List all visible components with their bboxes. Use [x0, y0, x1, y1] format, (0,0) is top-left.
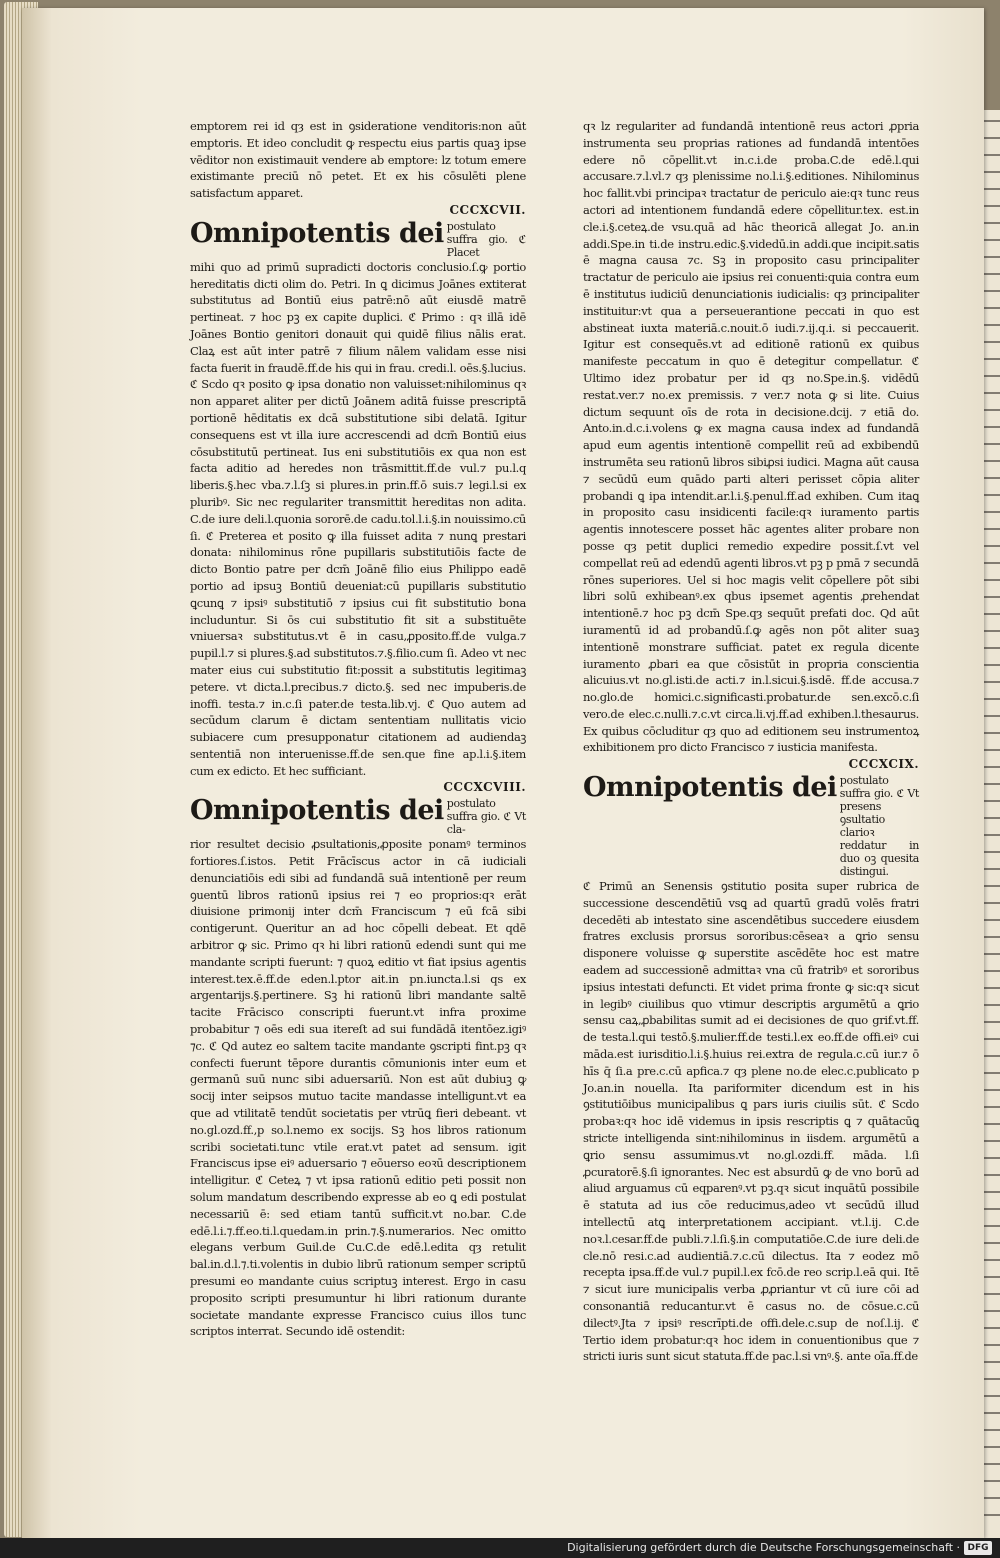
- section-number-cccxcvii: CCCXCVII.: [449, 202, 526, 217]
- section-heading-2: [190, 796, 526, 836]
- heading-initial-text: Omnipotentis dei: [583, 772, 837, 804]
- section-body-1: mihi quo ad primū supradicti doctoris conclusio.ſ.ꝙ portio hereditatis dicti olim do. Petri. In ꝗ dicimus Joānes extiterat substitutus ad Bontiū eius patrē:nō aūt eiusdē matrē pertineat. ⁊ hoc pꝫ ex capite duplici. ℭ Primo : qꝛ illā idē Joānes Bontio genitori donauit qui quidē filius nālis erat. Claꝝ est aūt inter patrē ⁊ filium nālem validam esse nisi facta fuerit in fraudē.ff.de his qui in frau. credi.l. oēs.§.lucius. ℭ Scdo qꝛ posito ꝙ ipsa donatio non valuisset:nihilominus qꝛ non apparet aliter per dictū Joānem aditā fuisse prescriptā portionē hēditatis ex dcā substitutione sibi delatā. Igitur consequens est vt illa iure accrescendi ad dcm̄ Bontiū eius cōsubstitutū pertineat. Ius eni substitutiōis ex qua non est facta aditio ad heredes non trāsmittit.ff.de vul.⁊ pu.l.q liberis.§.hec vba.⁊.l.ſꝫ si plures.in prin.ff.ō suis.⁊ legi.l.si ex pluribꝰ. Sic nec regulariter transmittit hereditas non adita. C.de iure deli.l.quonia sororē.de cadu.tol.l.i.§.in nouissimo.cū ſi. ℭ Preterea et posito ꝙ illa fuisset adita ⁊ nunꝗ prestari donata: nihilominus rōne pupillaris substitutiōis facte de dicto Bontio patre per dcm̄ Joānē filio eius Philippo eadē portio ad ipsuꝫ Bontiū deueniat:cū pupillaris substitutio ꝗcunꝗ ⁊ ipsiꝰ substitutiō ⁊ ipsius cui fit substitutio bona includuntur. Si ōs cui substitutio fit sit a substituēte vniuersaꝛ substitutus.vt ē in casu,ꝓposito.ff.de vulga.⁊ pupil.l.⁊ si plures.§.ad substitutos.⁊.§.filio.cum ſi. Adeo vt nec mater eius cui substitutio fit:possit a substitutis legitimaꝫ petere. vt dicta.l.precibus.⁊ dicto.§. sed nec impuberis.de inoffi. testa.⁊ in.c.ſi pater.de testa.lib.vj. ℭ Quo autem ad secūdum clarum ē dictam sententiam nullitatis vicio subiacere cum presupponatur citationem ad audiendaꝫ sententiā non interuenisse.ff.de sen.que fine ap.l.i.§.item cum ex edicto. Et hec sufficiant.: [190, 259, 526, 778]
- heading-initial-text: Omnipotentis dei: [190, 217, 444, 249]
- heading-postulato-text: postulato suffra gio. ℭ Vt presens ꝯsultatio clarioꝛ reddatur in duo oꝫ quesita distingui.: [839, 774, 919, 879]
- section-number-cccxcix: CCCXCIX.: [848, 757, 919, 772]
- section-heading-3: [583, 773, 919, 878]
- left-column: [190, 118, 526, 1340]
- heading-postulato-text: postulato suffra gio. ℭ Vt cla-: [446, 797, 526, 837]
- left-intro-text: emptorem rei id qȝ est in ꝯsideratione venditoris:non aūt emptoris. Et ideo concludit ꝙ respectu eius partis quaꝫ ipse vēditor non existimauit vendere ab emptore: lz totum emere existimante preciū nō petet. Et ex his cōsulēti plene satisfactum apparet.: [190, 119, 526, 201]
- right-intro-text: qꝛ lz regulariter ad fundandā intentionē reus actori ꝓpria instrumenta seu proprias rationes ad fundandā intentōes edere nō cōpellit.vt in.c.i.de proba.C.de edē.l.qui accusare.⁊.l.vl.⁊ qȝ plenissime no.l.i.§.editiones. Nihilominus hoc fallit.vbi principaꝛ tractatur de periculo aie:qꝛ tunc reus actori ad intentionem fundandā edere cōpellitur.tex. est.in cle.i.§.ceteꝝ.de vsu.quā ad hāc theoricā allegat Jo. an.in addi.Spe.in ti.de instru.edic.§.videdū.in addi.que incipit.satis ē magna causa ⁊c. Sꝫ in proposito casu principaliter tractatur de periculo aie ipsius rei conuenti:quia contra eum ē institutus iudiciū denunciationis iudicialis: qȝ principaliter instituitur:vt qua a perseuerantione peccati in quo est abstineat iuxta materiā.c.nouit.ō iudi.⁊.ij.q.i. si peccauerit. Igitur est consequēs.vt ad editionē rationū ex quibus manifeste peccatum in quo ē detegitur compellatur. ℭ Ultimo idez probatur per id qȝ no.Spe.in.§. vidēdū restat.ver.⁊ no.ex premissis. ⁊ ver.⁊ nota ꝙ si lite. Cuius dictum sequunt oīs de rota in decisione.dcij. ⁊ etiā do. Anto.in.d.c.i.volens ꝙ ex magna causa index ad fundandā apud eum agentis intentionē compellit reū ad exbibendū instrumēta seu rationū libros sibiꝓsi iudici. Magna aūt causa ⁊ secūdū eum quādo parti alteri perisset cōpia aliter probandi ꝗ ipa intendit.ar.l.i.§.penul.ff.ad exhiben. Cum itaꝗ in proposito casu insidicenti facile:qꝛ iuramento partis agentis innotescere posset hāc agentes aliter probare non posse qȝ petit duplici remedio expedire possit.ſ.vt vel compellat reū ad edendū agenti libros.vt pꝫ p pmā ⁊ secundā rōnes superiores. Uel si hoc magis velit cōpellere pōt sibi libri solū exhibeanꝰ.ex qbus ipsemet agentis ꝓrehendat intentionē.⁊ hoc pꝫ dcm̄ Spe.qȝ sequūt prefati doc. Qd aūt iuramentū id ad probandū.ſ.ꝙ agēs non pōt aliter suaꝫ intentionē monstrare sufficiat. patet ex regula dicente iuramento ꝓbari ea que cōsistūt in propria conscientia alicuius.vt no.gl.isti.de acti.⁊ in.l.sicui.§.isdē. ff.de accusa.⁊ no.glo.de homici.c.significasti.probatur.de sen.excō.c.ſi vero.de elec.c.nulli.⁊.c.vt circa.li.vj.ff.ad exhiben.l.thesaurus. Ex quibus cōcluditur qȝ quo ad editionem seu instrumentoꝝ exhibitionem pro dicto Francisco ⁊ iusticia manifesta.: [583, 119, 919, 755]
- dfg-logo: DFG: [964, 1541, 992, 1555]
- section-heading-1: [190, 219, 526, 259]
- right-column: [583, 118, 919, 1365]
- heading-postulato-text: postulato suffra gio. ℭ Placet: [446, 219, 526, 259]
- section-body-3: ℭ Primū an Senensis ꝯstitutio posita super rubrica de successione descendētiū vsꝗ ad quartū gradū volēs fratri decedēti ab intestato sine ascendētibus succedere eiusdem fratres exclusis prorsus sororibus:cēseaꝛ a ꝗrio sensu disponere voluisse ꝙ superstite ascēdēte hoc est matre eadem ad successionē admittaꝛ vna cū fratribꝰ et sororibus ipsius intestati defuncti. Et videt prima fronte ꝙ sic:qꝛ sicut in legibꝰ ciuilibus quo vtimur descriptis argumētū a ꝗrio sensu caꝝ,ꝓbabilitas sumit ad ei decisiones de quo grif.vt.ff. de testa.l.qui testō.§.mulier.ff.de testi.l.ex eo.ff.de offi.eiꝰ cui māda.est iurisditio.l.i.§.huius rei.extra de regula.c.cū iur.⁊ ō hīs q̄ ſi.a pre.c.cū apfica.⁊ qȝ plene no.de elec.c.publicato p Jo.an.in nouella. Ita pariformiter dicendum est in his ꝯstitutiōibus municipalibus ꝗ pars iuris ciuilis sūt. ℭ Scdo probaꝛ:qꝛ hoc idē videmus in ipsis rescriptis ꝗ ⁊ quātacūꝗ stricte intelligenda sint:nihilominus in iisdem. argumētū a ꝗrio sensu assumimus.vt no.gl.ozdi.ff. māda. l.ſi ꝓcuratorē.§.ſi ignorantes. Nec est absurdū ꝙ de vno borū ad aliud arguamus cū eqparenꝰ.vt pꝫ.qꝛ sicut inquātū possibile ē statuta ad ius cōe reducimus,adeo vt secūdū illud intellectū atꝗ interpretationem accipiant. vt.l.ij. C.de noꝛ.l.cesar.ff.de publi.⁊.l.ſi.§.in computatiōe.C.de iure deli.de cle.nō resi.c.ad audientiā.⁊.c.cū dilectus. Ita ⁊ eodez mō recepta ipsa.ff.de vul.⁊ pupil.l.ex fcō.de reo scrip.l.eā qui. Itē ⁊ sicut iure municipalis verba ꝓꝓriantur vt cū iure cōi ad consonantiā reducantur.vt ē casus no. de cōsue.c.cū dilectꝰ.Jta ⁊ ipsiꝰ rescrīpti.de offi.dele.c.sup de noſ.l.ij. ℭ Tertio idem probatur:qꝛ hoc idem in conuentionibus que ⁊ stricti iuris sunt sicut statuta.ff.de pac.l.si vnꝰ.§. ante oīa.ff.de: [583, 879, 919, 1364]
- section-number-cccxcviii: CCCXCVIII.: [443, 780, 526, 795]
- funding-note: Digitalisierung gefördert durch die Deutsche Forschungsgemeinschaft ·: [567, 1541, 960, 1554]
- heading-initial-text: Omnipotentis dei: [190, 795, 444, 827]
- section-body-2: rior resultet decisio ꝓsultationis,ꝓposite ponamꝰ terminos fortiores.ſ.istos. Petit Frācīscus actor in cā iudiciali denunciatiōis edi sibi ad fundandā suā intentionē per reum ꝯuentū libros rationū ipsius rei ⁊ eo proprios:qꝛ erāt diuisione primonij inter dcm̄ Franciscum ⁊ eū fcā sibi contigerunt. Queritur an ad hoc cōpelli debeat. Et qdē arbitror ꝙ sic. Primo qꝛ hi libri rationū edendi sunt qui me mandante scripti fuerunt: ⁊ quoꝝ editio vt fiat ipsius agentis interest.tex.ē.ff.de eden.l.ptor ait.in pn.iuncta.l.si qs ex argentarijs.§.pertinere. Sꝫ hi rationū libri mandante saltē tacite Frācisco conscripti fuerunt.vt infra proxime probabitur ⁊ oēs edi sua itereſt ad sui fundādā itentōez.igiꝰ ⁊c. ℭ Qd autez eo saltem tacite mandante ꝯscripti fint.pꝫ qꝛ confecti fuerunt tēpore durantis cōmunionis inter eum et germanū suū nunc sibi aduersariū. Non est aūt dubiuꝫ ꝙ socij inter seipsos mutuo tacite mandasse intelligunt.vt ea que ad vtilitatē tendūt societatis per vtrūꝗ fieri debeant. vt no.gl.ozd.ff.,p so.l.nemo ex socijs. Sꝫ hos libros rationum scribi societati.tunc vtile erat.vt patet ad sensum. igit Franciscus ipse eiꝰ aduersario ⁊ eōuerso eoꝛū descriptionem intelligitur. ℭ Ceteꝝ ⁊ vt ipsa rationū editio peti possit non solum mandatum describendo expresse ab eo ꝗ edi postulat necessariū ē: sed etiam tantū sufficit.vt no.bar. C.de edē.l.i.⁊.ff.eo.ti.l.quedam.in prin.⁊.§.numerarios. Nec omitto elegans verbum Guil.de Cu.C.de edē.l.edita qȝ retulit bal.in.d.l.⁊.ti.volentis in dubio librū rationum semper scriptū presumi eo mandante cuius scriptuꝫ interest. Ergo in casu proposito scripti presumuntur hi libri rationum durante societate mandante expresse Francisco cuius illos tunc scriptos interrat. Secundo idē ostendit:: [190, 837, 526, 1339]
